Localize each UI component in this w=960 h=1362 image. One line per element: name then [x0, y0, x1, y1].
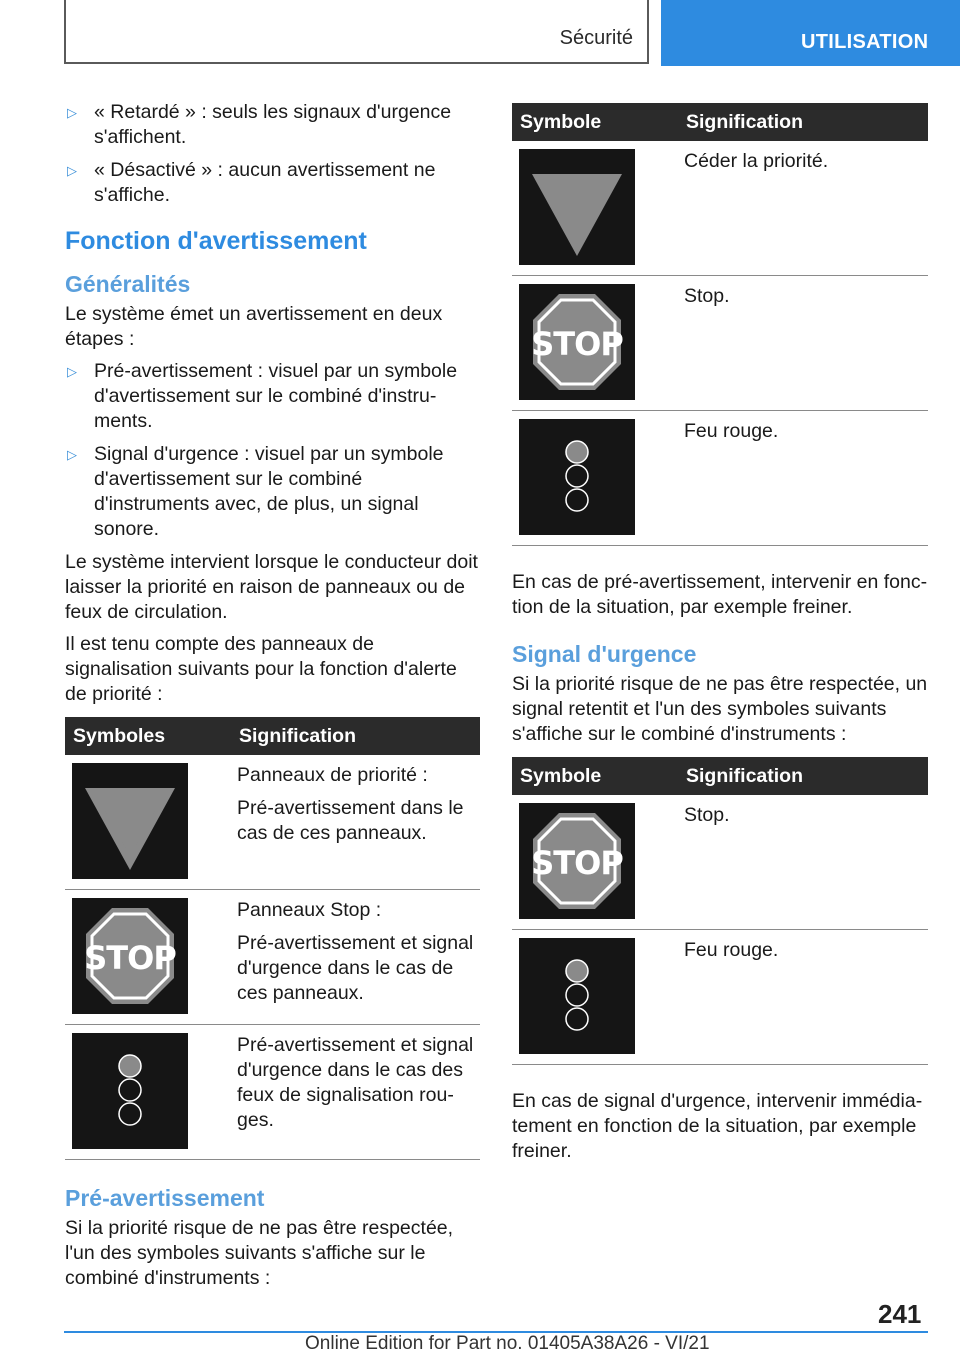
header-chapter-tab	[661, 0, 960, 66]
stop-sign-icon	[72, 898, 188, 1014]
table-header-meaning: Signification	[678, 103, 928, 141]
table-row	[512, 276, 928, 411]
list-item: ▷ Pré-avertissement : visuel par un symbole d'avertissement sur le combiné d'instruments.	[67, 360, 458, 432]
header-section-title: Sécurité	[559, 27, 633, 49]
meaning-text: Panneaux de priorité :	[237, 764, 428, 786]
list-item: ▷ Signal d'urgence : visuel par un symbole d'avertissement sur le combiné d'instruments avec, de plus, un signal sonore.	[67, 443, 444, 540]
meaning-text: Feu rouge.	[684, 420, 779, 442]
meaning-text: Stop.	[684, 804, 730, 826]
meaning-text: Panneaux Stop :	[237, 899, 382, 921]
paragraph-emergency: Si la priorité risque de ne pas être respectée, un signal retentit et l'un des symboles suivants s'affiche sur le combiné d'instruments :	[512, 673, 928, 745]
table-header-symbol: Symbole	[512, 757, 678, 795]
footer-edition: Online Edition for Part no. 01405A38A26 - VI/21	[305, 1333, 710, 1354]
paragraph-emergency-action: En cas de signal d'urgence, intervenir immédiatement en fonction de la situation, par exemple freiner.	[512, 1090, 923, 1162]
meaning-text: Feu rouge.	[684, 939, 779, 961]
svg-text:STOP: STOP	[84, 939, 176, 977]
paragraph-intervention: Le système intervient lorsque le conducteur doit laisser la priorité en raison de panneaux ou de feux de circulation.	[65, 551, 478, 623]
subsection-heading-emergency: Signal d'urgence	[512, 641, 697, 667]
paragraph-signs-considered: Il est tenu compte des panneaux de signalisation suivants pour la fonction d'alerte de priorité :	[65, 633, 457, 705]
pre-warning-symbols-table	[512, 103, 928, 546]
list-item: ▷ « Retardé » : seuls les signaux d'urgence s'affichent.	[67, 101, 452, 148]
stop-sign-icon	[519, 803, 635, 919]
table-header-row	[512, 103, 928, 141]
subsection-heading-pre-warning: Pré-avertissement	[65, 1185, 265, 1211]
signs-table	[65, 717, 480, 1160]
table-row	[65, 755, 480, 890]
yield-sign-icon	[72, 763, 188, 879]
meaning-text: Céder la priorité.	[684, 150, 829, 172]
traffic-light-icon	[72, 1033, 188, 1149]
meaning-text: Pré-avertissement et signal d'urgence dans le cas de ces panneaux.	[237, 932, 474, 1004]
table-row	[65, 1025, 480, 1160]
table-header-symbols: Symboles	[65, 717, 231, 755]
page-number: 241	[878, 1299, 922, 1329]
svg-text:STOP: STOP	[531, 325, 623, 363]
list-item: ▷ « Désactivé » : aucun avertissement ne s'affiche.	[67, 159, 436, 206]
meaning-text: Stop.	[684, 285, 730, 307]
table-row	[512, 411, 928, 546]
header-chapter-title: UTILISATION	[801, 31, 929, 53]
paragraph-intro: Le système émet un avertissement en deux étapes :	[65, 303, 443, 350]
paragraph-pre-warning-action: En cas de pré-avertissement, intervenir en fonction de la situation, par exemple freiner.	[512, 571, 928, 618]
yield-sign-icon	[519, 149, 635, 265]
mode-bullet-list	[65, 100, 480, 208]
left-column	[65, 100, 480, 1298]
section-heading: Fonction d'avertissement	[65, 227, 367, 255]
traffic-light-icon	[519, 938, 635, 1054]
emergency-symbols-table	[512, 757, 928, 1065]
traffic-light-icon	[519, 419, 635, 535]
subsection-heading-general: Généralités	[65, 271, 191, 297]
triangle-bullet-icon: ▷	[67, 105, 77, 120]
table-header-row	[65, 717, 480, 755]
table-header-symbol: Symbole	[512, 103, 678, 141]
table-header-meaning: Signification	[231, 717, 480, 755]
stages-bullet-list	[65, 359, 480, 542]
triangle-bullet-icon: ▷	[67, 364, 77, 379]
svg-text:STOP: STOP	[531, 844, 623, 882]
header-section-box	[64, 0, 649, 64]
table-row	[512, 141, 928, 276]
table-row	[512, 930, 928, 1065]
paragraph-pre-warning: Si la priorité risque de ne pas être respectée, l'un des symboles suivants s'affiche sur le combiné d'instruments :	[65, 1217, 454, 1289]
table-row	[512, 795, 928, 930]
table-header-row	[512, 757, 928, 795]
meaning-text: Pré-avertissement dans le cas de ces panneaux.	[237, 797, 464, 844]
table-header-meaning: Signification	[678, 757, 928, 795]
stop-sign-icon	[519, 284, 635, 400]
triangle-bullet-icon: ▷	[67, 163, 77, 178]
meaning-text: Pré-avertissement et signal d'urgence dans le cas des feux de signalisation rouges.	[237, 1034, 474, 1131]
table-row	[65, 890, 480, 1025]
triangle-bullet-icon: ▷	[67, 447, 77, 462]
right-column	[512, 103, 928, 1164]
